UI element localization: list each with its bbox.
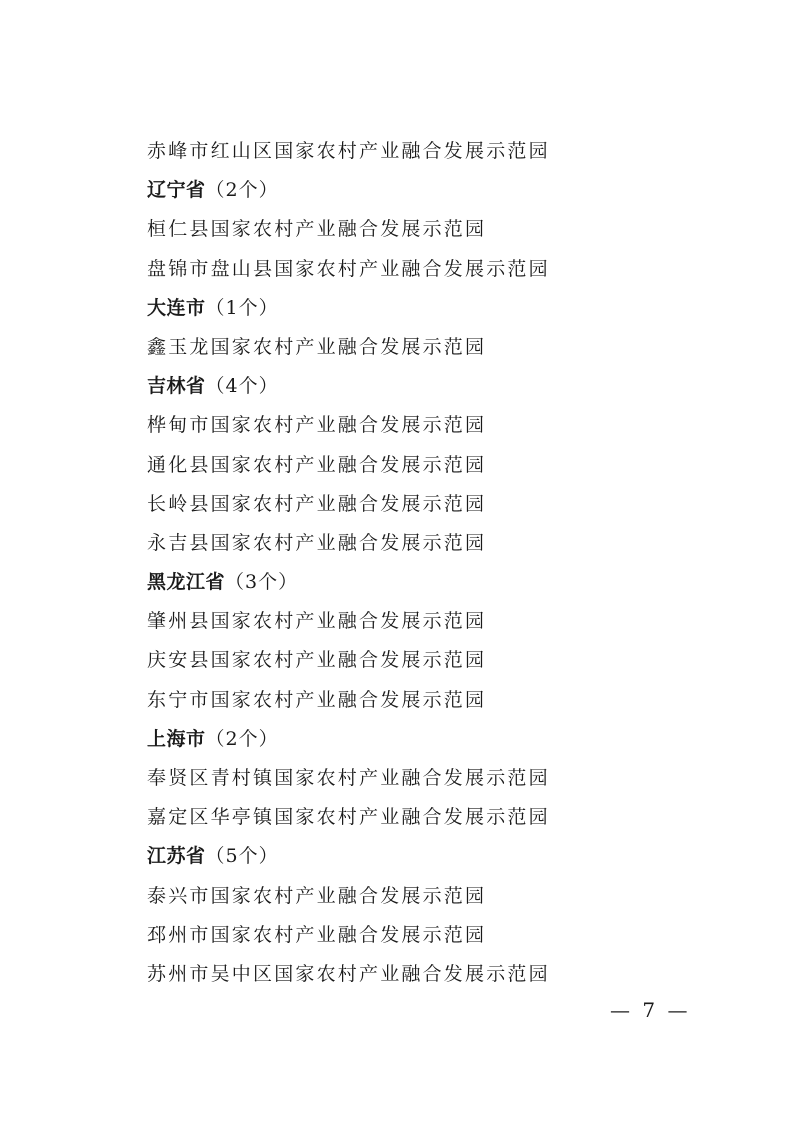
section-heading-heilongjiang: [147, 563, 707, 602]
section-heading-count: （2个）: [205, 727, 279, 750]
section-heading-jiangsu: [147, 837, 707, 876]
list-item: 桓仁县国家农村产业融合发展示范园: [147, 218, 487, 241]
list-item: 东宁市国家农村产业融合发展示范园: [147, 688, 487, 711]
section-heading-count: （4个）: [205, 375, 279, 398]
list-item: 长岭县国家农村产业融合发展示范园: [147, 492, 487, 515]
list-item: 盘锦市盘山县国家农村产业融合发展示范园: [147, 257, 550, 280]
list-item: 嘉定区华亭镇国家农村产业融合发展示范园: [147, 806, 550, 829]
page-number: — 7 —: [610, 998, 691, 1022]
section-heading-count: （3个）: [225, 571, 299, 594]
list-item: 鑫玉龙国家农村产业融合发展示范园: [147, 335, 487, 358]
list-item: 通化县国家农村产业融合发展示范园: [147, 453, 487, 476]
list-item: 奉贤区青村镇国家农村产业融合发展示范园: [147, 767, 550, 789]
list-item: 桦甸市国家农村产业融合发展示范园: [147, 414, 487, 437]
list-item: 苏州市吴中区国家农村产业融合发展示范园: [147, 962, 550, 985]
list-item: 邳州市国家农村产业融合发展示范园: [147, 923, 487, 946]
list-item: 肇州县国家农村产业融合发展示范园: [147, 610, 487, 633]
section-heading-liaoning: [147, 171, 707, 210]
list-item: 赤峰市红山区国家农村产业融合发展示范园: [147, 140, 550, 162]
list-item: 庆安县国家农村产业融合发展示范园: [147, 649, 487, 672]
section-heading-name: 江苏省: [147, 845, 206, 868]
section-heading-name: 大连市: [147, 296, 206, 319]
list-item: 永吉县国家农村产业融合发展示范园: [147, 531, 487, 554]
section-heading-jilin: [147, 367, 707, 406]
section-heading-name: 吉林省: [147, 375, 206, 398]
list-item: 泰兴市国家农村产业融合发展示范园: [147, 884, 487, 907]
section-heading-name: 上海市: [147, 727, 206, 750]
document-body: [147, 132, 707, 994]
section-heading-shanghai: [147, 720, 707, 759]
section-heading-count: （2个）: [205, 179, 279, 202]
section-heading-count: （1个）: [205, 296, 279, 319]
section-heading-dalian: [147, 289, 707, 328]
section-heading-name: 黑龙江省: [147, 571, 226, 594]
section-heading-name: 辽宁省: [147, 179, 206, 202]
section-heading-count: （5个）: [205, 845, 279, 868]
